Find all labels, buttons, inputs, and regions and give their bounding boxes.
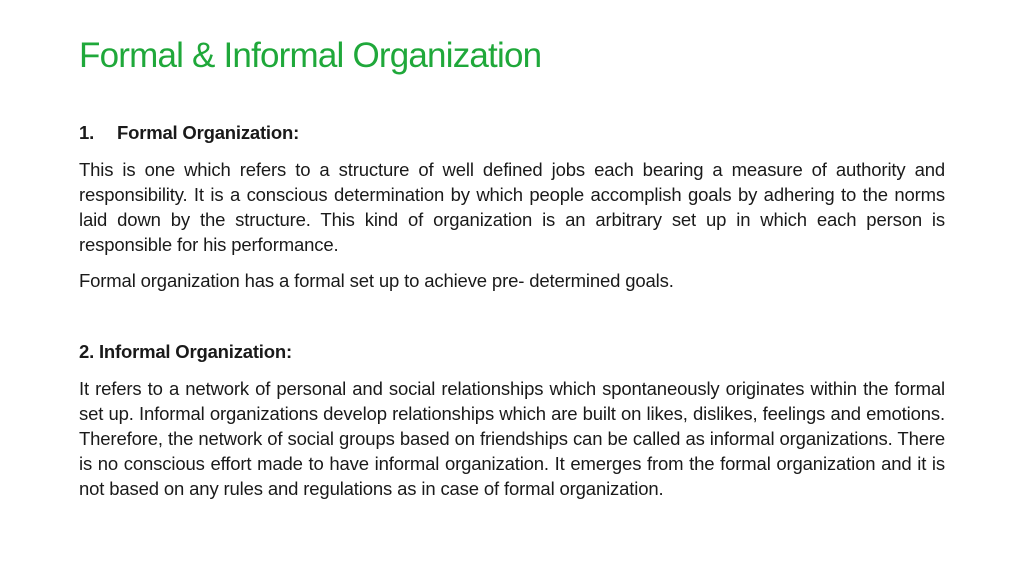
section-2-paragraph-1: It refers to a network of personal and social relationships which spontaneously originates within the formal set up. Informal organizations develop relationships which are built on likes, dislikes, feelings and emotions. Therefore, the network of social groups based on friendships can be called as informal organizations. There is no conscious effort made to have informal organization. It emerges from the formal organization and it is not based on any rules and regulations as in case of formal organization. <box>79 378 945 499</box>
section-1-title: Formal Organization: <box>117 122 300 143</box>
section-1-heading <box>79 120 945 145</box>
section-spacer <box>79 304 945 339</box>
slide-content <box>79 120 945 512</box>
section-1-paragraph-2: Formal organization has a formal set up to achieve pre- determined goals. <box>79 270 674 291</box>
section-2-heading: 2. Informal Organization: <box>79 341 292 362</box>
section-1-number: 1. <box>79 122 95 143</box>
section-1-paragraph-1: This is one which refers to a structure of well defined jobs each bearing a measure of authority and responsibility. It is a conscious determination by which people accomplish goals by adhering to the norms laid down by the structure. This kind of organization is an arbitrary set up in which each person is responsible for his performance. <box>79 159 945 255</box>
slide-title: Formal & Informal Organization <box>79 36 542 75</box>
